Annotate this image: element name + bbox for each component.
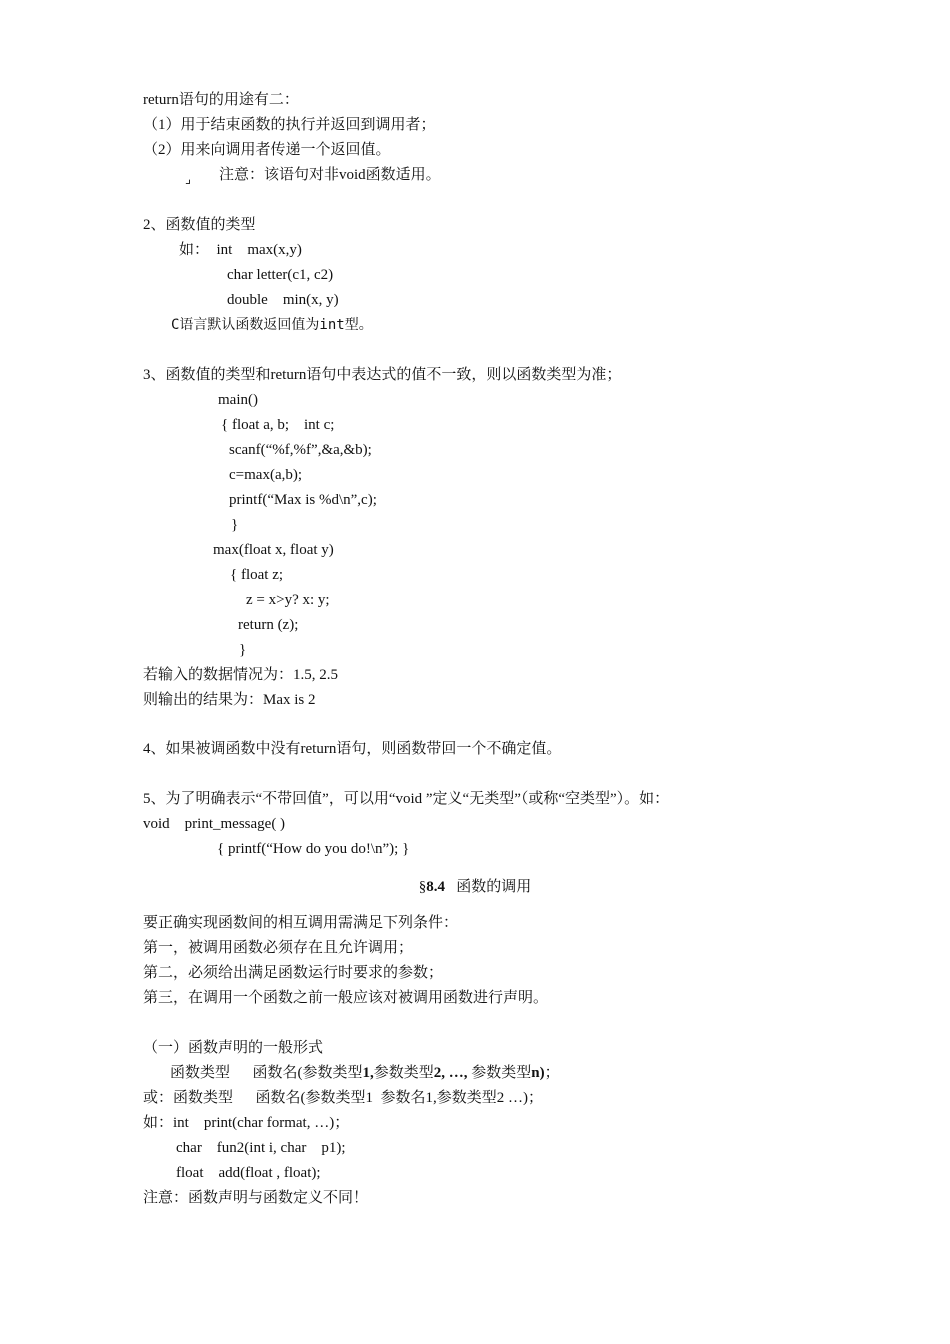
example-fun2: char fun2(int i, char p1);: [176, 1140, 346, 1156]
code-assign: c=max(a,b);: [229, 467, 303, 483]
call-conditions-intro: 要正确实现函数间的相互调用需满足下列条件：: [143, 915, 459, 931]
form-part-a: 函数类型 函数名(参数类型: [170, 1065, 363, 1081]
section-4-title: 4、如果被调函数中没有return语句，则函数带回一个不确定值。: [143, 741, 562, 757]
section-2-title: 2、函数值的类型: [143, 217, 256, 233]
form-part-b: 1,: [362, 1065, 374, 1081]
section-symbol: §: [418, 879, 427, 895]
code-declare: { float a, b; int c;: [221, 417, 335, 433]
code-close-brace: }: [231, 517, 239, 533]
code-void-print: void print_message( ): [143, 816, 286, 832]
code-ternary: z = x>y? x: y;: [246, 592, 330, 608]
code-max-def: max(float x, float y): [213, 542, 334, 558]
example-add: float add(float , float);: [176, 1165, 321, 1181]
example-double-min: double min(x, y): [227, 292, 339, 308]
form-part-e: 参数类型: [467, 1065, 532, 1081]
code-printf-hello: { printf(“How do you do!\n”); }: [217, 841, 410, 857]
code-main: main(): [218, 392, 258, 408]
example-print: 如：int print(char format, …)；: [143, 1115, 350, 1131]
section-3-title: 3、函数值的类型和return语句中表达式的值不一致，则以函数类型为准；: [143, 367, 622, 383]
declaration-form: [170, 1064, 560, 1082]
subsection-1-title: （一）函数声明的一般形式: [143, 1040, 324, 1056]
note-void: 注意：该语句对非void函数适用。: [219, 167, 441, 183]
return-usage-intro: return语句的用途有二：: [143, 92, 299, 108]
declaration-note: 注意：函数声明与函数定义不同！: [143, 1190, 369, 1206]
code-float-z: { float z;: [230, 567, 284, 583]
usage-item-2: （2）用来向调用者传递一个返回值。: [143, 142, 391, 158]
corner-mark: ⌟: [185, 171, 192, 186]
code-return: return (z);: [238, 617, 299, 633]
form-part-f: n): [531, 1065, 545, 1081]
declaration-form-alt: 或：函数类型 函数名(参数类型1 参数名1,参数类型2 …)；: [143, 1090, 543, 1106]
section-number: 8.4: [426, 879, 445, 895]
form-part-g: ；: [544, 1065, 560, 1081]
condition-2: 第二，必须给出满足函数运行时要求的参数；: [143, 965, 444, 981]
form-part-d: 2, …,: [433, 1065, 468, 1081]
example-char-letter: char letter(c1, c2): [227, 267, 334, 283]
code-scanf: scanf(“%f,%f”,&a,&b);: [229, 442, 372, 458]
example-int-max: 如： int max(x,y): [179, 242, 302, 258]
default-int-note: C语言默认函数返回值为int型。: [171, 317, 373, 333]
code-close-brace-2: }: [239, 642, 247, 658]
code-printf: printf(“Max is %d\n”,c);: [229, 492, 377, 508]
form-part-c: 参数类型: [373, 1065, 434, 1081]
section-5-title: 5、为了明确表示“不带回值”，可以用“void ”定义“无类型”（或称“空类型”）。如：: [143, 791, 670, 807]
section-heading-text: 函数的调用: [456, 879, 532, 895]
output-example: 则输出的结果为：Max is 2: [143, 692, 316, 708]
usage-item-1: （1）用于结束函数的执行并返回到调用者；: [143, 117, 436, 133]
input-example: 若输入的数据情况为：1.5, 2.5: [143, 667, 339, 683]
section-heading: [0, 878, 950, 896]
condition-3: 第三，在调用一个函数之前一般应该对被调用函数进行声明。: [143, 990, 549, 1006]
condition-1: 第一，被调用函数必须存在且允许调用；: [143, 940, 414, 956]
